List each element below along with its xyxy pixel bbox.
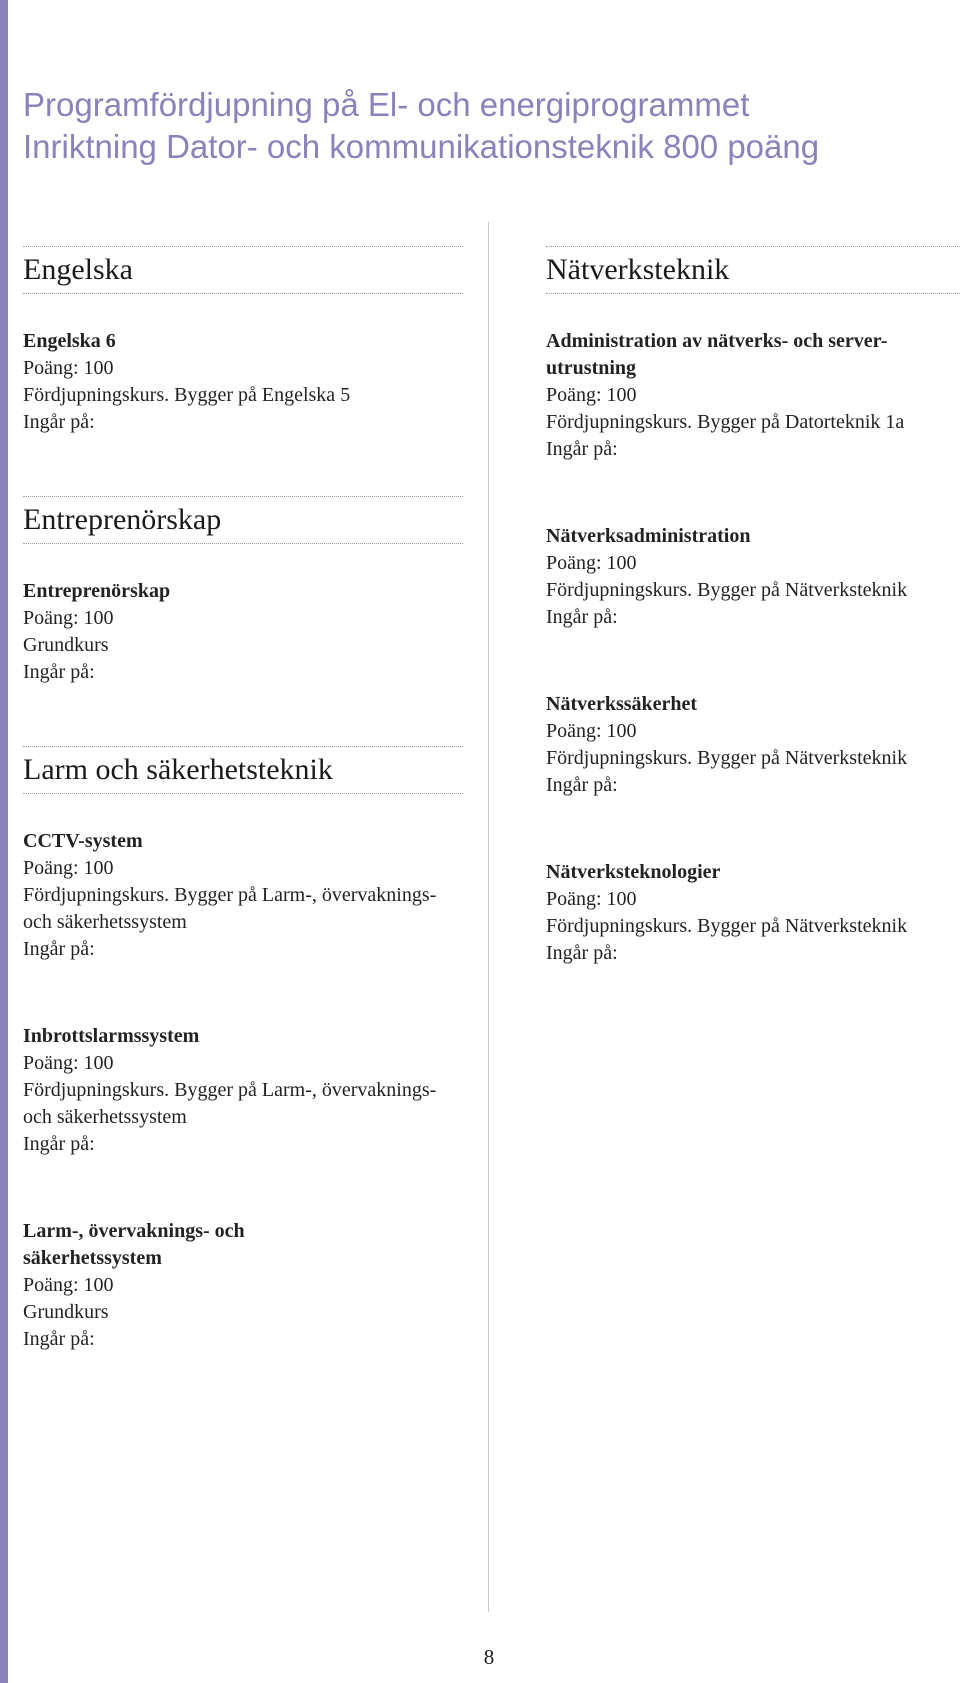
course-type-cont: och säkerhetssystem bbox=[23, 1106, 187, 1128]
course-engelska-6 bbox=[23, 328, 463, 436]
course-included: Ingår på: bbox=[23, 1133, 95, 1155]
course-included: Ingår på: bbox=[546, 438, 618, 460]
course-points: Poäng: 100 bbox=[546, 888, 637, 910]
course-type: Fördjupningskurs. Bygger på Larm-, övervaknings- bbox=[23, 1079, 437, 1101]
left-column bbox=[23, 246, 463, 1413]
course-type: Fördjupningskurs. Bygger på Datorteknik 1a bbox=[546, 411, 905, 433]
course-type: Fördjupningskurs. Bygger på Larm-, övervaknings- bbox=[23, 884, 437, 906]
course-points: Poäng: 100 bbox=[23, 607, 114, 629]
course-included: Ingår på: bbox=[23, 661, 95, 683]
course-included: Ingår på: bbox=[23, 1328, 95, 1350]
course-name: Entreprenörskap bbox=[23, 580, 171, 602]
course-points: Poäng: 100 bbox=[23, 857, 114, 879]
section-title-engelska: Engelska bbox=[23, 246, 463, 294]
course-type: Fördjupningskurs. Bygger på Nätverksteknik bbox=[546, 579, 908, 601]
right-column bbox=[546, 246, 960, 1027]
course-name: Engelska 6 bbox=[23, 330, 116, 352]
course-included: Ingår på: bbox=[23, 411, 95, 433]
course-name: CCTV-system bbox=[23, 830, 143, 852]
column-divider bbox=[488, 222, 489, 1612]
course-included: Ingår på: bbox=[546, 606, 618, 628]
course-administration-natverk bbox=[546, 328, 960, 463]
course-points: Poäng: 100 bbox=[23, 1274, 114, 1296]
section-title-entreprenorskap: Entreprenörskap bbox=[23, 496, 463, 544]
course-name: Nätverksteknologier bbox=[546, 861, 721, 883]
section-title-larm: Larm och säkerhetsteknik bbox=[23, 746, 463, 794]
page-header bbox=[23, 84, 923, 168]
course-name: Nätverksadministration bbox=[546, 525, 751, 547]
course-type: Fördjupningskurs. Bygger på Nätverksteknik bbox=[546, 915, 908, 937]
course-type: Grundkurs bbox=[23, 634, 109, 656]
course-natverksteknologier bbox=[546, 859, 960, 967]
course-name: Larm-, övervaknings- och bbox=[23, 1220, 245, 1242]
course-points: Poäng: 100 bbox=[23, 357, 114, 379]
course-name-cont: utrustning bbox=[546, 357, 637, 379]
course-points: Poäng: 100 bbox=[23, 1052, 114, 1074]
course-natverkssakerhet bbox=[546, 691, 960, 799]
accent-bar bbox=[0, 0, 8, 1683]
course-points: Poäng: 100 bbox=[546, 552, 637, 574]
header-line-2: Inriktning Dator- och kommunikationsteknik 800 poäng bbox=[23, 128, 820, 165]
header-line-1: Programfördjupning på El- och energiprogrammet bbox=[23, 86, 750, 123]
course-name: Inbrottslarmssystem bbox=[23, 1025, 200, 1047]
course-name: Nätverkssäkerhet bbox=[546, 693, 698, 715]
page-number: 8 bbox=[483, 1645, 495, 1669]
course-name-cont: säkerhetssystem bbox=[23, 1247, 162, 1269]
course-name: Administration av nätverks- och server- bbox=[546, 330, 888, 352]
course-type: Grundkurs bbox=[23, 1301, 109, 1323]
course-inbrottslarmssystem bbox=[23, 1023, 463, 1158]
course-entreprenorskap bbox=[23, 578, 463, 686]
course-points: Poäng: 100 bbox=[546, 384, 637, 406]
course-included: Ingår på: bbox=[23, 938, 95, 960]
course-included: Ingår på: bbox=[546, 774, 618, 796]
course-type: Fördjupningskurs. Bygger på Engelska 5 bbox=[23, 384, 351, 406]
course-included: Ingår på: bbox=[546, 942, 618, 964]
course-type: Fördjupningskurs. Bygger på Nätverksteknik bbox=[546, 747, 908, 769]
course-natverksadministration bbox=[546, 523, 960, 631]
course-points: Poäng: 100 bbox=[546, 720, 637, 742]
section-title-natverksteknik: Nätverksteknik bbox=[546, 246, 960, 294]
course-type-cont: och säkerhetssystem bbox=[23, 911, 187, 933]
course-larm-overvaknings-sakerhetssystem bbox=[23, 1218, 463, 1353]
course-cctv-system bbox=[23, 828, 463, 963]
